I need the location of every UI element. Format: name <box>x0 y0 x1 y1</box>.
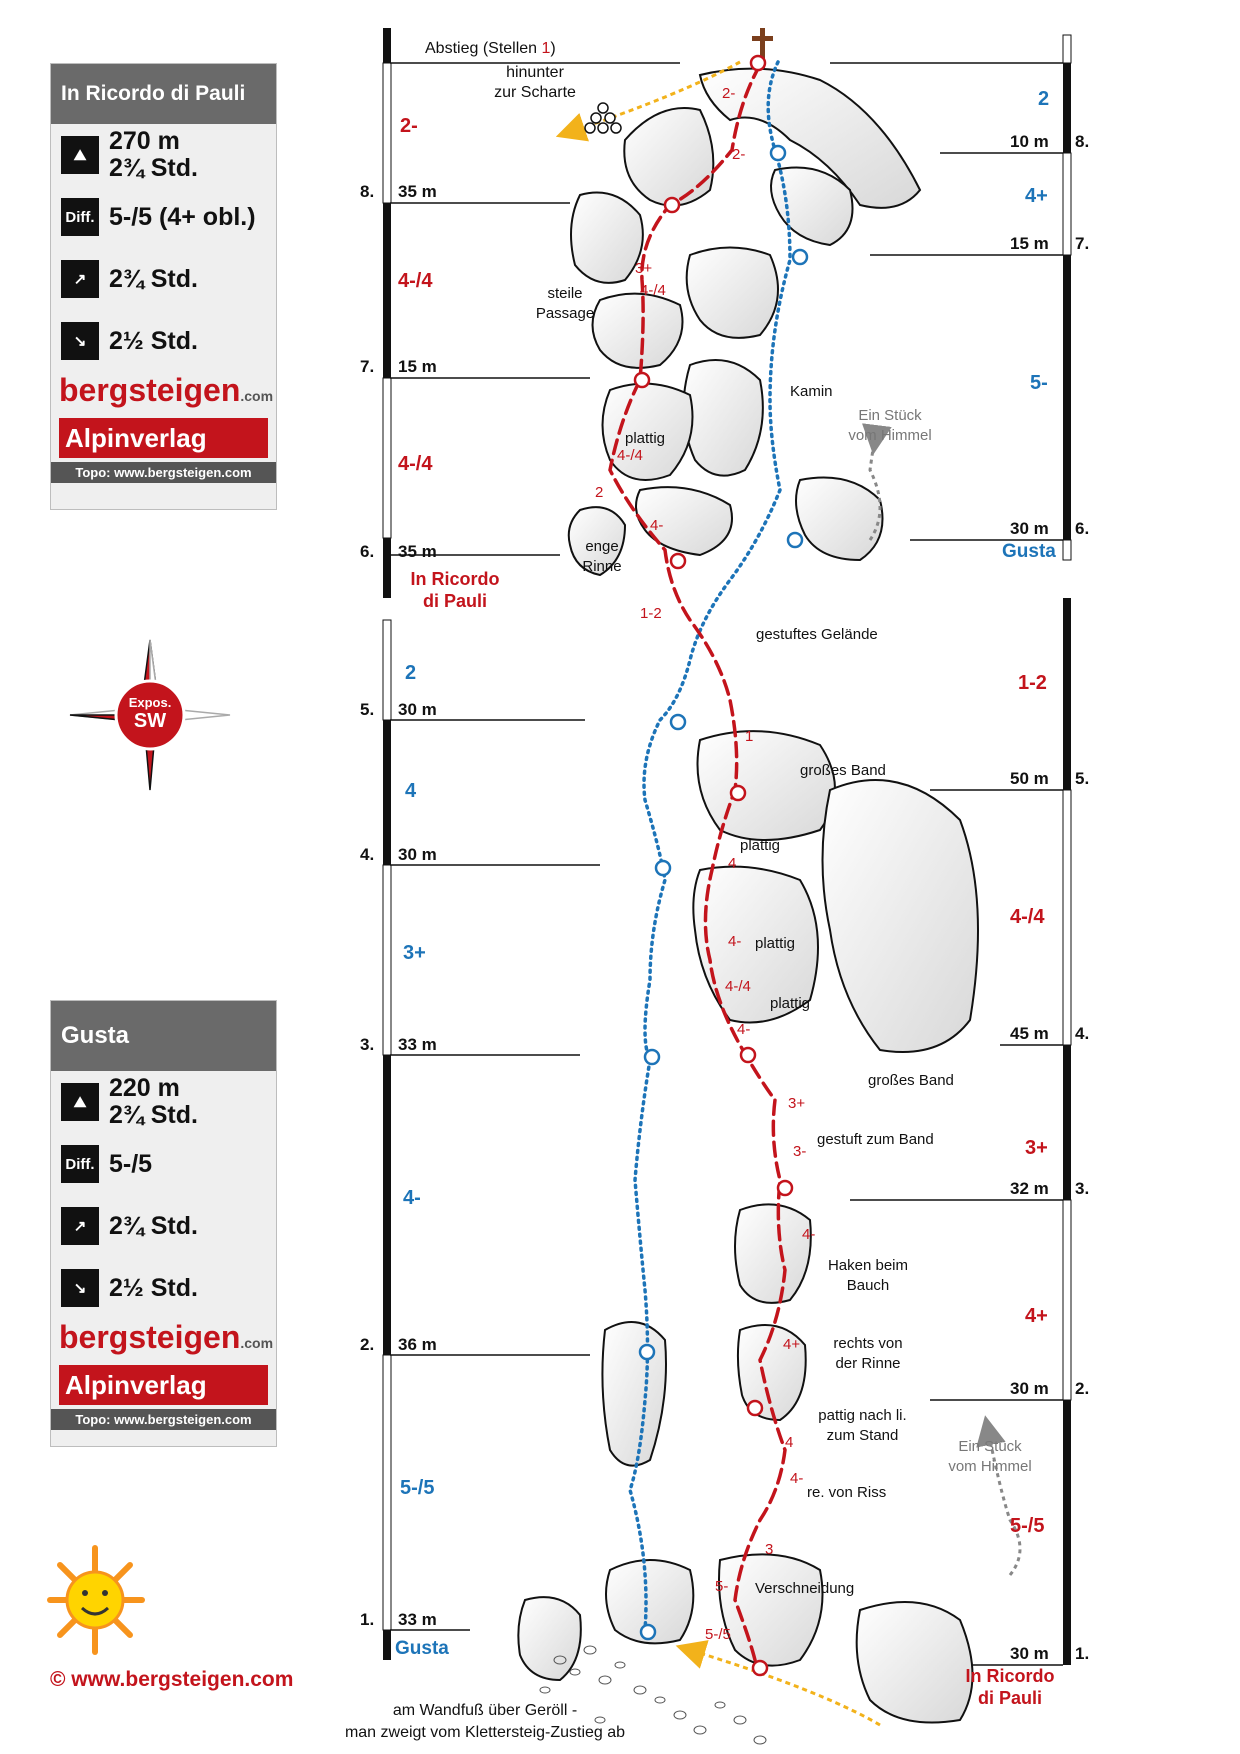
label-grosses-band-2: großes Band <box>868 1072 954 1089</box>
climber-icon: ⛰ <box>61 1083 99 1121</box>
label-grosses-band-1: großes Band <box>800 762 886 779</box>
climber-icon: ⛰ <box>61 136 99 174</box>
alpinverlag-logo: Alpinverlag <box>59 1365 268 1405</box>
route-grade: 4 <box>785 1434 794 1451</box>
bergsteigen-logo: bergsteigen.com <box>59 372 274 408</box>
approach-time: 2¾ Std. <box>109 1211 198 1240</box>
route-grade: 2 <box>595 484 604 501</box>
left-len-4: 30 m <box>398 845 437 864</box>
left-scale-bar <box>383 28 391 1660</box>
label-enge-rinne: enge Rinne <box>582 538 622 575</box>
right-stand-1: 1. <box>1075 1644 1090 1663</box>
route-grade: 4- <box>650 517 664 534</box>
route-grade: 3 <box>765 1541 774 1558</box>
right-len-6: 30 m <box>1010 519 1049 538</box>
label-plattig-b: plattig <box>755 935 796 952</box>
label-pattig: pattig nach li. zum Stand <box>818 1407 907 1444</box>
descent-row <box>51 310 276 372</box>
label-plattig-a: plattig <box>740 837 781 854</box>
route-length: 270 m <box>109 127 180 155</box>
left-len-7: 15 m <box>398 357 437 376</box>
right-grade-blue-1: 2 <box>1038 88 1050 110</box>
route-grade: 4-/4 <box>617 447 643 464</box>
info-box-gusta <box>50 1000 277 1447</box>
approach-row <box>51 248 276 310</box>
left-grade-blue-2: 4 <box>405 780 417 802</box>
cairn-icon <box>585 103 621 133</box>
right-route-label-ricordo: In Ricordo di Pauli <box>965 1666 1055 1708</box>
left-stand-8: 8. <box>360 182 375 201</box>
right-len-4: 45 m <box>1010 1024 1049 1043</box>
descent-time: 2½ Std. <box>109 326 198 355</box>
descent-hiker-icon: ↘ <box>61 322 99 360</box>
sun-icon <box>50 1548 142 1652</box>
route-grade: 5- <box>715 1578 729 1595</box>
label-re-riss: re. von Riss <box>807 1484 887 1501</box>
descent-row <box>51 1257 276 1319</box>
route-duration: 2¾ Std. <box>109 1101 198 1129</box>
route-grade: 5-/5 <box>705 1626 731 1643</box>
right-len-7: 15 m <box>1010 234 1049 253</box>
left-stand-4: 4. <box>360 845 375 864</box>
label-kamin: Kamin <box>790 383 833 400</box>
route-grade: 4+ <box>783 1336 801 1353</box>
right-stand-7: 7. <box>1075 234 1090 253</box>
right-stand-8: 8. <box>1075 132 1090 151</box>
route-title: Gusta <box>61 1022 130 1049</box>
label-plattig-c: plattig <box>770 995 811 1012</box>
left-len-6: 35 m <box>398 542 437 561</box>
info-box-header <box>51 1001 276 1071</box>
left-stand-3: 3. <box>360 1035 375 1054</box>
left-route-label-gusta: Gusta <box>395 1638 449 1659</box>
right-stand-5: 5. <box>1075 769 1090 788</box>
route-grade: 4-/4 <box>725 978 751 995</box>
right-grade-blue-3: 5- <box>1030 372 1048 394</box>
approach-row <box>51 1195 276 1257</box>
route-grade: 1-2 <box>640 605 662 622</box>
route-length: 220 m <box>109 1074 180 1102</box>
length-row <box>51 124 276 186</box>
alpinverlag-logo: Alpinverlag <box>59 418 268 458</box>
bergsteigen-logo: bergsteigen.com <box>59 1319 274 1355</box>
label-steile-passage: steile Passage <box>535 285 595 322</box>
route-grade: 2- <box>732 146 746 163</box>
right-grade-red-3: 3+ <box>1025 1137 1048 1159</box>
route-grade: 3+ <box>635 260 653 277</box>
copyright: © www.bergsteigen.com <box>50 1668 294 1691</box>
left-len-8: 35 m <box>398 182 437 201</box>
left-grade-blue-5: 5-/5 <box>400 1477 435 1499</box>
difficulty-icon: Diff. <box>61 1145 99 1183</box>
info-box-header <box>51 64 276 124</box>
approach-hiker-icon: ↗ <box>61 1207 99 1245</box>
route-grade: 2- <box>722 85 736 102</box>
right-len-5: 50 m <box>1010 769 1049 788</box>
compass-label: Expos. SW <box>128 695 172 732</box>
left-grade-red-3: 4-/4 <box>398 453 433 475</box>
right-stand-6: 6. <box>1075 519 1090 538</box>
right-grade-red-1: 1-2 <box>1018 672 1047 694</box>
left-grade-red-2: 4-/4 <box>398 270 433 292</box>
descent-note-2: hinunter zur Scharte <box>494 64 576 101</box>
left-stand-2: 2. <box>360 1335 375 1354</box>
right-len-1: 30 m <box>1010 1644 1049 1663</box>
difficulty-icon: Diff. <box>61 198 99 236</box>
label-verschneidung: Verschneidung <box>755 1580 855 1597</box>
right-stand-3: 3. <box>1075 1179 1090 1198</box>
left-grade-red-1: 2- <box>400 115 418 137</box>
route-difficulty: 5-/5 <box>109 1149 153 1178</box>
route-grade: 4- <box>790 1470 804 1487</box>
right-stand-2: 2. <box>1075 1379 1090 1398</box>
right-len-2: 30 m <box>1010 1379 1049 1398</box>
right-scale-bar <box>1063 35 1071 1665</box>
right-grade-red-4: 4+ <box>1025 1305 1048 1327</box>
label-wandfuss: am Wandfuß über Geröll - man zweigt vom Klettersteig-Zustieg ab <box>344 1702 626 1741</box>
left-len-5: 30 m <box>398 700 437 719</box>
route-grade: 4- <box>737 1021 751 1038</box>
length-row <box>51 1071 276 1133</box>
label-rechts: rechts von der Rinne <box>833 1335 903 1372</box>
right-grade-red-2: 4-/4 <box>1010 906 1045 928</box>
route-difficulty: 5-/5 (4+ obl.) <box>109 202 256 231</box>
difficulty-row <box>51 1133 276 1195</box>
route-grade: 1 <box>745 728 754 745</box>
route-grade: 4- <box>728 933 742 950</box>
left-len-1: 33 m <box>398 1610 437 1629</box>
left-stand-1: 1. <box>360 1610 375 1629</box>
route-duration: 2¾ Std. <box>109 154 198 182</box>
right-len-8: 10 m <box>1010 132 1049 151</box>
label-gestuft-band: gestuft zum Band <box>817 1131 934 1148</box>
approach-time: 2¾ Std. <box>109 264 198 293</box>
route-grade: 3+ <box>788 1095 806 1112</box>
label-himmel-2: Ein Stück vom Himmel <box>948 1438 1032 1475</box>
left-grade-blue-1: 2 <box>405 662 417 684</box>
label-plattig-top: plattig <box>625 430 666 447</box>
topo-credit: Topo: www.bergsteigen.com <box>51 462 276 483</box>
left-grade-blue-3: 3+ <box>403 942 426 964</box>
left-grade-blue-4: 4- <box>403 1187 421 1209</box>
route-grade: 4- <box>802 1226 816 1243</box>
right-grade-blue-2: 4+ <box>1025 185 1048 207</box>
left-len-3: 33 m <box>398 1035 437 1054</box>
descent-hiker-icon: ↘ <box>61 1269 99 1307</box>
difficulty-row <box>51 186 276 248</box>
route-grade: 4 <box>728 855 737 872</box>
right-stand-4: 4. <box>1075 1024 1090 1043</box>
route-title: In Ricordo di Pauli <box>61 82 246 105</box>
left-stand-6: 6. <box>360 542 375 561</box>
approach-hiker-icon: ↗ <box>61 260 99 298</box>
descent-time: 2½ Std. <box>109 1273 198 1302</box>
label-himmel-1: Ein Stück vom Himmel <box>848 407 932 444</box>
left-len-2: 36 m <box>398 1335 437 1354</box>
info-box-ricordo <box>50 63 277 510</box>
left-stand-7: 7. <box>360 357 375 376</box>
label-gestuftes: gestuftes Gelände <box>756 626 878 643</box>
right-grade-red-5: 5-/5 <box>1010 1515 1045 1537</box>
descent-note: Abstieg (Stellen 1) <box>425 40 556 57</box>
route-grade: 4-/4 <box>640 282 666 299</box>
left-stand-5: 5. <box>360 700 375 719</box>
route-grade: 3- <box>793 1143 807 1160</box>
topo-credit: Topo: www.bergsteigen.com <box>51 1409 276 1430</box>
left-route-label-ricordo: In Ricordo di Pauli <box>410 569 500 611</box>
label-haken: Haken beim Bauch <box>827 1257 909 1294</box>
right-route-label-gusta: Gusta <box>1002 541 1056 562</box>
right-len-3: 32 m <box>1010 1179 1049 1198</box>
